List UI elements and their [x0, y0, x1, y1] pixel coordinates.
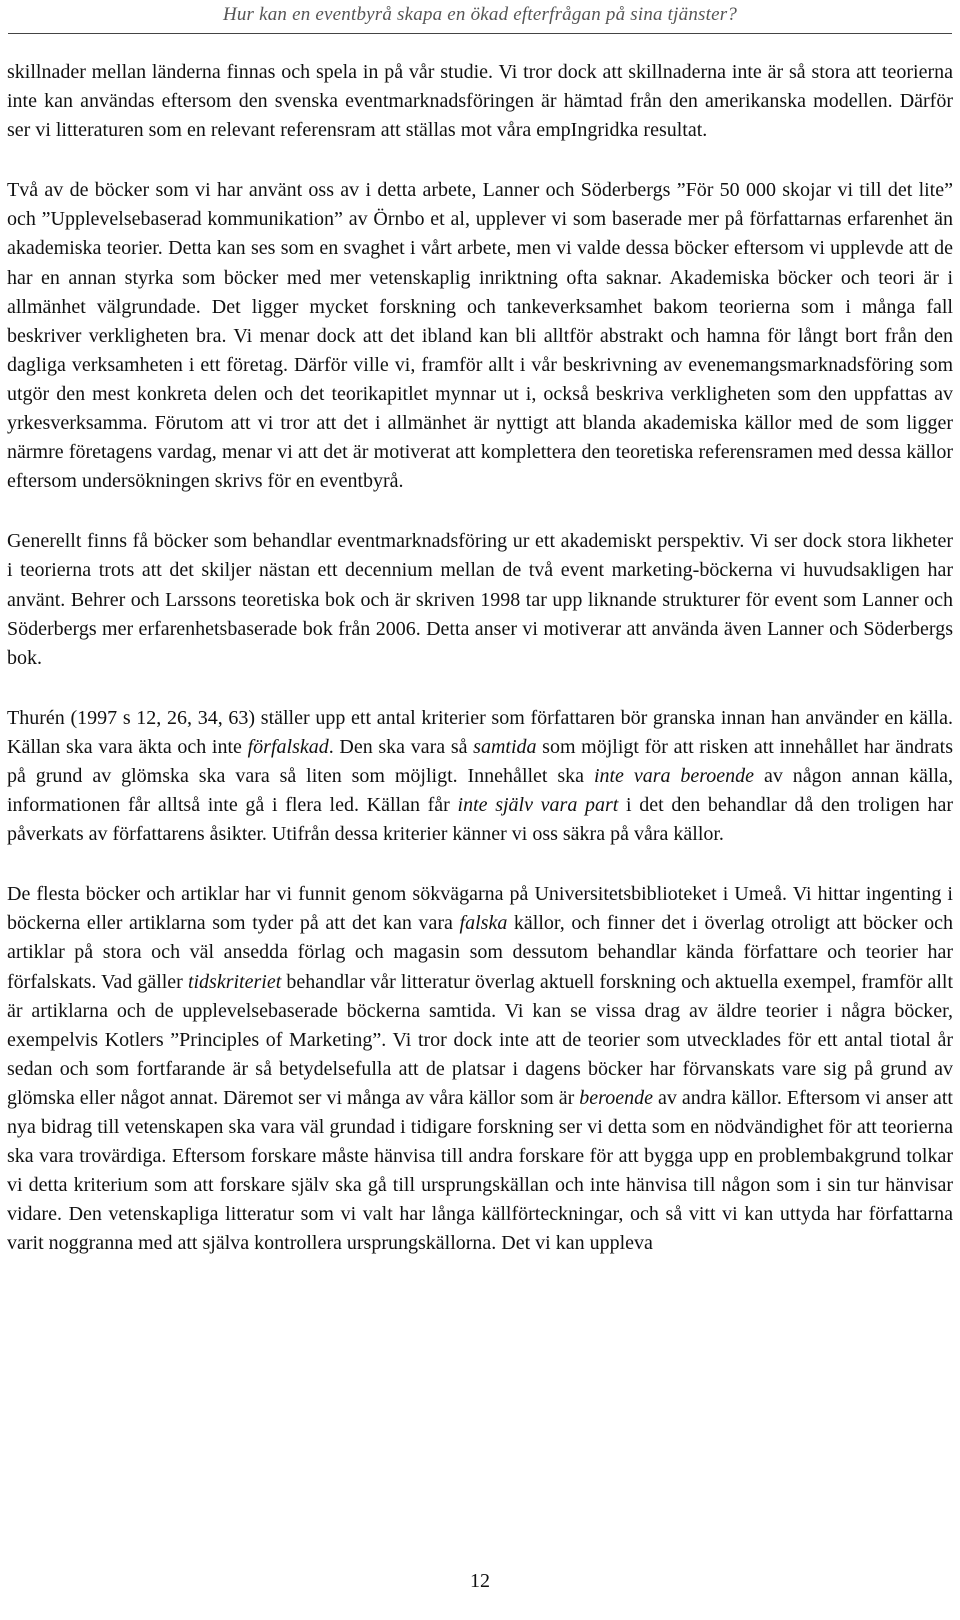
italic-text: samtida [473, 735, 537, 758]
body-text [7, 58, 953, 1289]
text-run: källor, och finner det i överlag otroligt att böcker och artiklar på stora och väl ansedda förlag och magasin som dessutom behandlar kända författare och teorier har förfalskats. Vad gäller [7, 912, 954, 993]
text-run: Generellt finns få böcker som behandlar eventmarknadsföring ur ett akademiskt perspektiv. Vi ser dock stora likheter i teorierna trots att det skiljer nästan ett decennium mellan de två event marketing-böckerna vi huvudsakligen har använt. Behrer och Larssons teoretiska bok och är skriven 1998 tar upp liknande strukturer för event som Lanner och Söderbergs mer erfarenhetsbaserade bok från 2006. Detta anser vi motiverar att använda även Lanner och Söderbergs bok. [7, 530, 953, 669]
paragraph [7, 704, 953, 849]
paragraph [7, 880, 953, 1258]
paragraph [7, 58, 953, 145]
header-divider [8, 33, 952, 34]
text-run: Thurén (1997 s 12, 26, 34, 63) ställer upp ett antal kriterier som författaren bör granska innan han använder en källa. Källan ska vara äkta och inte [7, 706, 953, 758]
paragraph [7, 527, 953, 672]
italic-text: förfalskad [247, 735, 329, 758]
running-header: Hur kan en eventbyrå skapa en ökad efterfrågan på sina tjänster? [222, 4, 738, 25]
text-run: Två av de böcker som vi har använt oss av i detta arbete, Lanner och Söderbergs ”För 50 000 skojar vi till det lite” och ”Upplevelsebaserad kommunikation” av Örnbo et al, upplever vi som baserade mer på författarnas erfarenhet än akademiska teorier. Detta kan ses som en svaghet i vårt arbete, men vi valde dessa böcker eftersom vi upplevde att de har en annan styrka som böcker med mer vetenskaplig inriktning ofta saknar. Akademiska böcker och teori är i allmänhet välgrundade. Det ligger mycket forskning och tankeverksamhet bakom teorierna som i många fall beskriver verkligheten bra. Vi menar dock att det ibland kan bli alltför abstrakt och hamna för långt bort från den dagliga verksamheten i ett företag. Därför ville vi, framför allt i vår beskrivning av evenemangsmarknadsföring som utgör den mest konkreta delen och det teorikapitlet mynnar ut i, också beskriva verkligheten som den uppfattas av yrkesverksamma. Förutom att vi tror att det i allmänhet är nyttigt att blanda akademiska källor med de som ligger närmre företagens vardag, menar vi att det är motiverat att komplettera den teoretiska referensramen med dessa källor eftersom undersökningen skrivs för en eventbyrå. [7, 179, 953, 493]
text-run: av någon annan källa, informationen får alltså inte gå i flera led. Källan får [7, 764, 953, 817]
text-run: De flesta böcker och artiklar har vi funnit genom sökvägarna på Universitetsbiblioteket i Umeå. Vi hittar ingenting i böckerna eller artiklarna som tyder på att det kan vara [7, 883, 953, 935]
paragraph [7, 176, 953, 496]
text-run: . Den ska vara så [328, 735, 474, 758]
text-run: i det den behandlar då den troligen har påverkats av författarens åsikter. Utifrån dessa kriterier känner vi oss säkra på våra källor. [7, 794, 954, 846]
italic-text: inte själv vara part [457, 794, 619, 817]
italic-text: inte vara beroende [593, 764, 755, 787]
italic-text: falska [459, 912, 508, 935]
text-run: som möjligt för att risken att innehållet har ändrats på grund av glömska ska vara så liten som möjligt. Innehållet ska [7, 735, 954, 787]
italic-text: beroende [579, 1086, 653, 1109]
italic-text: tidskriteriet [187, 970, 282, 993]
text-run: av andra källor. Eftersom vi anser att nya bidrag till vetenskapen ska vara väl grundad i tidigare forskning ser vi detta som en nödvändighet för att teorierna ska vara trovärdiga. Eftersom forskare måste hänvisa till andra forskare för att bygga upp en problembakgrund tolkar vi detta kriterium som att forskare själv ska gå till ursprungskällan och inte hänvisa till någon som i sin tur hänvisar vidare. Den vetenskapliga litteratur som vi valt har långa källförteckningar, och så vitt vi kan uttyda har författarna varit noggranna med att själva kontrollera ursprungskällorna. Det vi kan uppleva [7, 1086, 953, 1255]
text-run: skillnader mellan länderna finnas och spela in på vår studie. Vi tror dock att skillnaderna inte är så stora att teorierna inte kan användas eftersom den svenska eventmarknadsföringen är hämtad från den amerikanska modellen. Därför ser vi litteraturen som en relevant referensram att ställas mot våra empIngridka resultat. [7, 61, 953, 142]
page-number: 12 [470, 1570, 490, 1592]
text-run: behandlar vår litteratur överlag aktuell forskning och aktuella exempel, framför allt är artiklarna och de upplevelsebaserade böckerna samtida. Vi kan se vissa drag av äldre teorier i några böcker, exempelvis Kotlers ”Principles of Marketing”. Vi tror dock inte att de teorier som utvecklades för ett antal tiotal år sedan och som fortfarande är så betydelsefulla att de platsar i dagens böcker har förvanskats vare sig på grund av glömska eller något annat. Däremot ser vi många av våra källor som är [7, 970, 954, 1109]
